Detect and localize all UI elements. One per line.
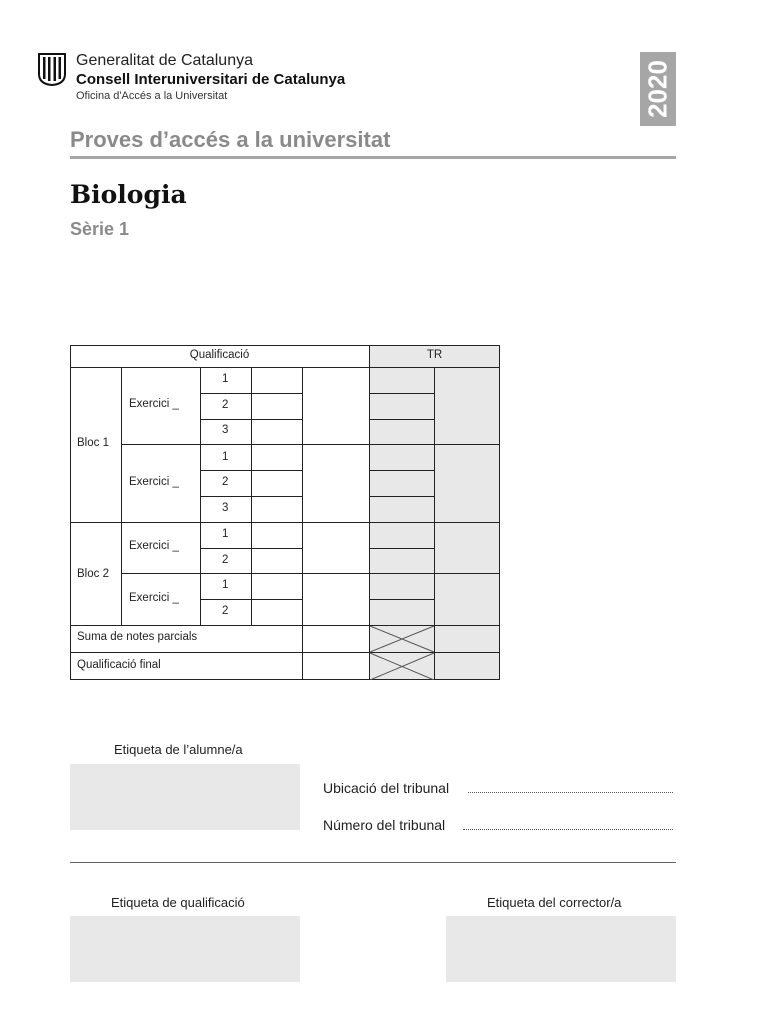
table-grid-lines (70, 345, 500, 680)
part-number: 1 (222, 579, 229, 591)
catalan-coat-of-arms-icon (37, 52, 67, 86)
year-badge (640, 52, 676, 126)
header-tr: TR (426, 349, 443, 361)
corrector-label-box[interactable] (446, 916, 676, 982)
corrector-label-caption: Etiqueta del corrector/a (487, 895, 622, 910)
student-label-caption: Etiqueta de l’alumne/a (114, 742, 243, 757)
year-text: 2020 (642, 60, 673, 118)
student-label-box[interactable] (70, 764, 300, 830)
exercise-label: Exercici _ (129, 398, 179, 410)
tribunal-location-field[interactable] (468, 792, 673, 793)
sum-label: Suma de notes parcials (77, 631, 198, 643)
header-qualificacio: Qualificació (189, 349, 250, 361)
part-number: 3 (222, 424, 229, 436)
part-number: 2 (222, 605, 229, 617)
org-line-2: Consell Interuniversitari de Catalunya (76, 71, 346, 88)
exam-title: Proves d’accés a la universitat (70, 127, 391, 152)
part-number: 2 (222, 476, 229, 488)
exercise-label: Exercici _ (129, 476, 179, 488)
org-line-1: Generalitat de Catalunya (76, 52, 253, 69)
org-line-3: Oficina d'Accés a la Universitat (76, 90, 228, 102)
part-number: 2 (222, 554, 229, 566)
grade-label-caption: Etiqueta de qualificació (111, 895, 245, 910)
subject-title: Biologia (70, 180, 187, 209)
part-number: 2 (222, 399, 229, 411)
section-divider (70, 862, 676, 863)
grade-label-box[interactable] (70, 916, 300, 982)
part-number: 1 (222, 373, 229, 385)
bloc-1-label: Bloc 1 (77, 437, 109, 449)
tribunal-location-label: Ubicació del tribunal (323, 780, 450, 796)
part-number: 1 (222, 451, 229, 463)
grading-table (70, 345, 500, 680)
final-grade-label: Qualificació final (77, 659, 161, 671)
exercise-label: Exercici _ (129, 592, 179, 604)
part-number: 1 (222, 528, 229, 540)
header-divider (70, 156, 676, 159)
exercise-label: Exercici _ (129, 540, 179, 552)
series-label: Sèrie 1 (70, 219, 130, 239)
bloc-2-label: Bloc 2 (77, 568, 109, 580)
tribunal-number-field[interactable] (463, 829, 673, 830)
part-number: 3 (222, 502, 229, 514)
tribunal-number-label: Número del tribunal (323, 817, 446, 833)
